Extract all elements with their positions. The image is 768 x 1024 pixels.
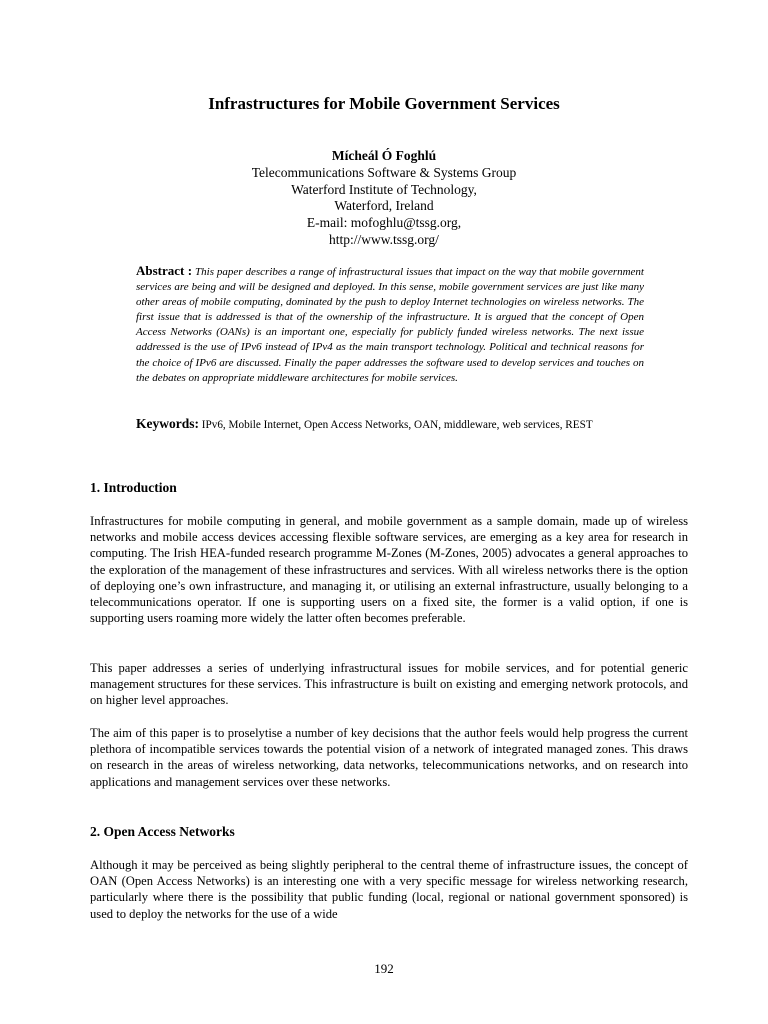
author-institute: Waterford Institute of Technology, [291,181,477,197]
keywords [136,416,644,434]
author-email: E-mail: mofoghlu@tssg.org, [306,215,462,231]
paragraph: This paper addresses a series of underlying infrastructural issues for mobile services, and for potential generic management structures for these services. This infrastructure is built on existing and emerging network protocols, and on higher level approaches. [90,661,688,708]
paper-title: Infrastructures for Mobile Government Services [208,94,560,113]
section-heading-open-access-networks: 2. Open Access Networks [90,824,235,839]
section-heading-introduction: 1. Introduction [90,480,177,495]
author-url: http://www.tssg.org/ [329,231,439,247]
abstract [136,263,644,386]
author-name: Mícheál Ó Foghlú [331,148,437,163]
page-number: 192 [374,961,394,976]
abstract-label: Abstract : [136,263,193,278]
author-affiliation: Telecommunications Software & Systems Group [251,164,517,180]
paragraph: The aim of this paper is to proselytise a number of key decisions that the author feels would help progress the current plethora of incompatible services towards the potential vision of a network of integrated managed zones. This draws on research in the areas of wireless networking, data networks, telecommunications networks, and on research into applications and management services over these networks. [90,726,688,789]
paragraph: Infrastructures for mobile computing in general, and mobile government as a sample domain, made up of wireless networks and mobile access devices accessing flexible software services, are emerging as a key area for research in computing. The Irish HEA-funded research programme M-Zones (M-Zones, 2005) advocates a general approaches to the exploration of the management of these infrastructures and services. With all wireless networks there is the option of deploying one’s own infrastructure, and managing it, or utilising an external infrastructure, usually belonging to a telecommunications operator. If one is supporting users on a fixed site, the former is a valid option, if one is supporting users roaming more widely the latter often becomes preferable. [90,514,688,626]
paragraph: Although it may be perceived as being slightly peripheral to the central theme of infrastructure issues, the concept of OAN (Open Access Networks) is an interesting one with a very specific message for wireless networking research, particularly where there is the possibility that public funding (local, regional or national government sponsored) is used to deploy the networks for the use of a wide [90,858,688,921]
abstract-text: This paper describes a range of infrastructural issues that impact on the way that mobile government services are being and will be designed and deployed. In this sense, mobile government services are just like many other areas of mobile computing, dominated by the push to deploy Internet technologies on wireless networks. The first issue that is addressed is that of the ownership of the infrastructure. It is argued that the concept of Open Access Networks (OANs) is an important one, especially for publicly funded wireless networks. The next issue addressed is the use of IPv6 instead of IPv4 as the main transport technology. Political and technical reasons for the choice of IPv6 are discussed. Finally the paper addresses the software used to develop services and touches on the debates on appropriate middleware architectures for mobile services. [136,266,644,384]
author-location: Waterford, Ireland [334,198,434,214]
author-block [0,148,768,249]
keywords-label: Keywords: [136,416,199,431]
keywords-text: IPv6, Mobile Internet, Open Access Networks, OAN, middleware, web services, REST [201,419,593,431]
